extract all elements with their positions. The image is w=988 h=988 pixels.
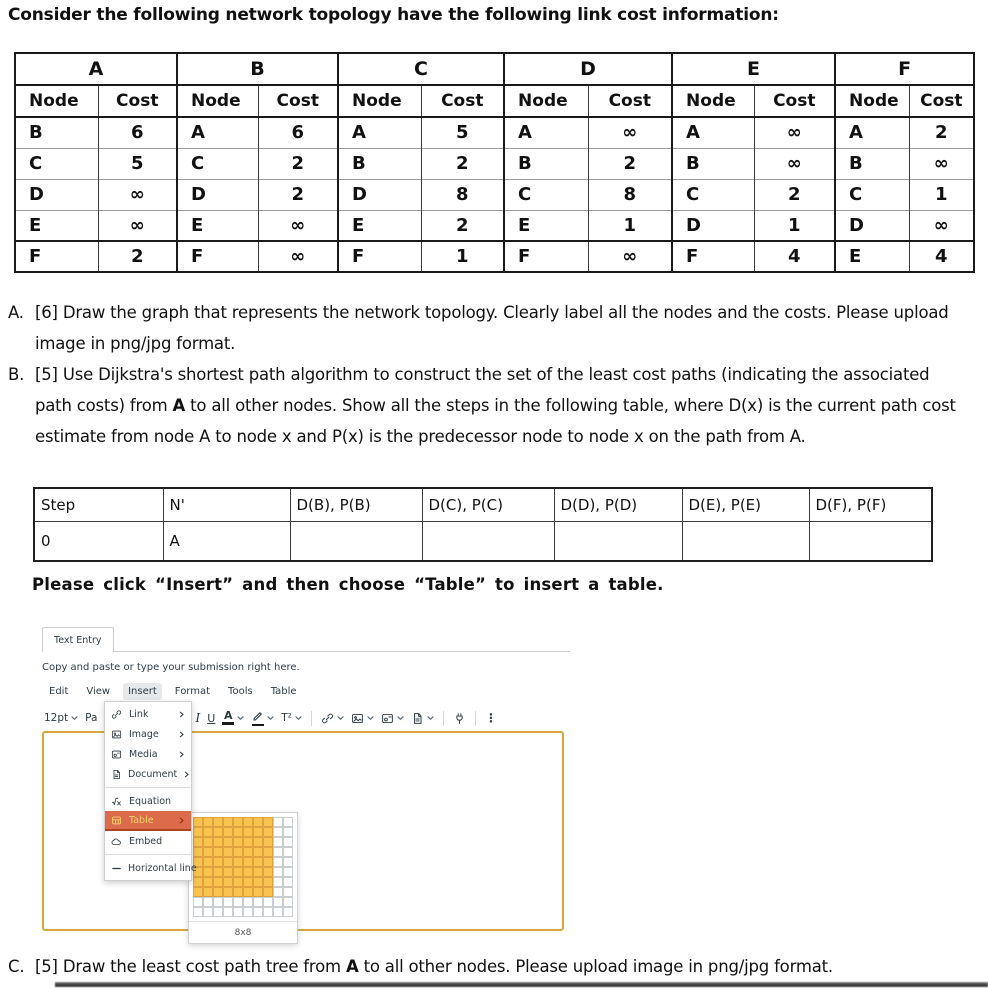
- dijkstra-cell: A: [163, 521, 290, 561]
- table-size-cell[interactable]: [273, 867, 283, 877]
- cost-table-row: [15, 148, 974, 179]
- chevron-down-icon: [427, 716, 434, 721]
- question-c-text: [8, 951, 986, 982]
- dijkstra-column-header: D(F), P(F): [809, 488, 932, 521]
- cost-cell: 2: [258, 179, 338, 210]
- toolbar-divider: [311, 711, 312, 726]
- italic-button[interactable]: I: [195, 711, 201, 725]
- node-cell: F: [177, 241, 258, 272]
- node-cell: B: [15, 117, 98, 148]
- node-cell: B: [338, 148, 421, 179]
- media-icon: [111, 749, 123, 760]
- question-b-label: B.: [8, 365, 25, 384]
- cost-cell: 5: [98, 148, 177, 179]
- chevron-down-icon: [237, 716, 244, 721]
- question-b-text: [8, 359, 964, 452]
- table-size-cell[interactable]: [223, 847, 233, 857]
- font-size-value: 12pt: [44, 712, 69, 724]
- table-size-cell[interactable]: [273, 897, 283, 907]
- equation-icon: [111, 796, 123, 807]
- table-size-cell[interactable]: [213, 907, 223, 917]
- cost-column-header: Cost: [258, 85, 338, 117]
- table-size-cell[interactable]: [243, 867, 253, 877]
- cost-column-header: Cost: [421, 85, 504, 117]
- node-column-header: Node: [177, 85, 258, 117]
- dijkstra-row: [34, 521, 932, 561]
- chevron-right-icon: [178, 817, 185, 824]
- menubar-edit[interactable]: Edit: [49, 685, 69, 697]
- table-size-cell[interactable]: [263, 837, 273, 847]
- table-size-cell[interactable]: [263, 817, 273, 827]
- node-cell: D: [835, 210, 909, 241]
- table-size-cell[interactable]: [253, 857, 263, 867]
- cost-table-row: [15, 117, 974, 148]
- table-size-cell[interactable]: [243, 837, 253, 847]
- menu-separator: [105, 787, 191, 788]
- table-size-cell[interactable]: [233, 867, 243, 877]
- editor-helper-text: Copy and paste or type your submission right here.: [42, 662, 300, 673]
- table-size-cell[interactable]: [203, 887, 213, 897]
- table-size-cell[interactable]: [273, 827, 283, 837]
- cost-cell: ∞: [258, 210, 338, 241]
- cost-cell: 8: [588, 179, 672, 210]
- section-header-c: C: [338, 53, 504, 85]
- table-size-cell[interactable]: [203, 867, 213, 877]
- table-size-grid: [189, 813, 297, 921]
- menubar-view[interactable]: View: [86, 685, 111, 697]
- table-size-cell[interactable]: [273, 857, 283, 867]
- table-size-cell[interactable]: [193, 847, 203, 857]
- insert-menu-item-horizontal-line[interactable]: [105, 858, 197, 878]
- cost-cell: ∞: [909, 148, 974, 179]
- node-cell: E: [835, 241, 909, 272]
- table-size-cell[interactable]: [253, 817, 263, 827]
- menu-item-label: Equation: [129, 795, 172, 807]
- table-size-cell[interactable]: [263, 827, 273, 837]
- media-icon: [381, 712, 394, 725]
- question-c-label: C.: [8, 957, 25, 976]
- table-size-label: 8x8: [189, 921, 297, 943]
- table-size-cell[interactable]: [283, 837, 293, 847]
- cost-cell: 2: [588, 148, 672, 179]
- menubar-format[interactable]: Format: [174, 685, 211, 697]
- node-cell: E: [338, 210, 421, 241]
- insert-table-instruction: Please click “Insert” and then choose “Table” to insert a table.: [32, 575, 664, 594]
- node-cell: F: [15, 241, 98, 272]
- dijkstra-column-header: D(B), P(B): [290, 488, 422, 521]
- table-icon: [111, 815, 123, 826]
- node-column-header: Node: [504, 85, 588, 117]
- table-size-cell[interactable]: [203, 877, 213, 887]
- section-header-e: E: [672, 53, 835, 85]
- question-a: [8, 297, 964, 359]
- question-c: [8, 951, 986, 982]
- chevron-right-icon: [183, 771, 190, 778]
- table-size-cell[interactable]: [273, 837, 283, 847]
- table-size-cell[interactable]: [243, 907, 253, 917]
- section-header-a: A: [15, 53, 177, 85]
- table-size-cell[interactable]: [283, 857, 293, 867]
- cost-table-row: [15, 241, 974, 272]
- menu-separator: [105, 854, 191, 855]
- node-cell: C: [504, 179, 588, 210]
- chevron-down-icon: [71, 716, 78, 721]
- embed-icon: [111, 836, 123, 847]
- chevron-down-icon: [295, 716, 302, 721]
- plug-icon: [453, 712, 466, 725]
- cost-cell: ∞: [98, 210, 177, 241]
- cost-cell: 6: [98, 117, 177, 148]
- insert-menu-item-equation[interactable]: [105, 791, 191, 811]
- table-size-cell[interactable]: [213, 877, 223, 887]
- table-size-cell[interactable]: [253, 907, 263, 917]
- table-size-cell[interactable]: [273, 817, 283, 827]
- node-cell: C: [177, 148, 258, 179]
- cropped-next-line-artifact: [55, 982, 988, 987]
- table-size-cell[interactable]: [213, 817, 223, 827]
- node-column-header: Node: [835, 85, 909, 117]
- cost-cell: 2: [909, 117, 974, 148]
- table-size-cell[interactable]: [283, 847, 293, 857]
- dijkstra-cell: [809, 521, 932, 561]
- cost-cell: 4: [909, 241, 974, 272]
- table-size-cell[interactable]: [203, 907, 213, 917]
- cost-column-header: Cost: [909, 85, 974, 117]
- table-size-cell[interactable]: [243, 817, 253, 827]
- menu-item-label: Document: [128, 768, 178, 780]
- image-icon: [111, 729, 123, 740]
- insert-menu-item-embed[interactable]: [105, 831, 191, 851]
- paragraph-style-value: Pa: [85, 712, 98, 724]
- menu-item-label: Table: [129, 814, 154, 826]
- table-size-cell[interactable]: [243, 887, 253, 897]
- document-button[interactable]: [411, 712, 434, 725]
- text-entry-editor: [0, 620, 988, 960]
- menu-item-label: Embed: [129, 835, 163, 847]
- dijkstra-column-header: D(E), P(E): [682, 488, 809, 521]
- chevron-down-icon: [267, 716, 274, 721]
- more-options-button[interactable]: ⋮: [484, 711, 497, 725]
- table-size-cell[interactable]: [233, 837, 243, 847]
- toolbar-divider: [443, 711, 444, 726]
- insert-menu-item-media[interactable]: [105, 744, 191, 764]
- question-b-node: A: [172, 396, 186, 415]
- cost-cell: 8: [421, 179, 504, 210]
- dijkstra-column-header: D(D), P(D): [554, 488, 682, 521]
- underline-button[interactable]: U: [207, 711, 216, 725]
- table-size-cell[interactable]: [243, 877, 253, 887]
- dijkstra-cell: 0: [34, 521, 163, 561]
- highlight-color-button[interactable]: [251, 710, 274, 727]
- question-c-post: to all other nodes. Please upload image in png/jpg format.: [358, 957, 833, 976]
- table-size-cell[interactable]: [223, 877, 233, 887]
- chevron-right-icon: [178, 711, 185, 718]
- cost-cell: 2: [421, 210, 504, 241]
- menubar-insert[interactable]: Insert: [123, 683, 162, 700]
- question-a-label: A.: [8, 303, 24, 322]
- cost-cell: 2: [421, 148, 504, 179]
- superscript-button[interactable]: [281, 712, 302, 724]
- table-size-cell[interactable]: [253, 897, 263, 907]
- table-size-cell[interactable]: [203, 837, 213, 847]
- node-cell: D: [177, 179, 258, 210]
- cost-cell: 2: [98, 241, 177, 272]
- table-size-cell[interactable]: [273, 907, 283, 917]
- node-cell: E: [177, 210, 258, 241]
- node-cell: C: [672, 179, 754, 210]
- apps-button[interactable]: [453, 712, 466, 725]
- cost-cell: ∞: [909, 210, 974, 241]
- table-size-cell[interactable]: [203, 857, 213, 867]
- tab-text-entry[interactable]: Text Entry: [42, 627, 114, 652]
- dijkstra-cell: [422, 521, 554, 561]
- table-size-cell[interactable]: [203, 817, 213, 827]
- node-cell: E: [15, 210, 98, 241]
- dijkstra-cell: [290, 521, 422, 561]
- table-size-cell[interactable]: [203, 827, 213, 837]
- node-column-header: Node: [672, 85, 754, 117]
- node-cell: B: [672, 148, 754, 179]
- chevron-down-icon: [397, 716, 404, 721]
- chevron-right-icon: [178, 751, 185, 758]
- cost-cell: 2: [258, 148, 338, 179]
- chevron-down-icon: [337, 716, 344, 721]
- table-size-cell[interactable]: [213, 887, 223, 897]
- table-size-cell[interactable]: [253, 887, 263, 897]
- table-size-cell[interactable]: [273, 877, 283, 887]
- table-size-cell[interactable]: [223, 817, 233, 827]
- node-cell: F: [672, 241, 754, 272]
- node-cell: F: [504, 241, 588, 272]
- table-size-cell[interactable]: [253, 867, 263, 877]
- table-size-cell[interactable]: [233, 827, 243, 837]
- editor-menubar: [44, 681, 302, 701]
- paragraph-style-select[interactable]: [85, 712, 97, 724]
- menu-item-label: Link: [129, 708, 149, 720]
- menu-item-label: Media: [129, 748, 158, 760]
- table-size-cell[interactable]: [213, 847, 223, 857]
- page-title: Consider the following network topology have the following link cost information:: [8, 5, 779, 25]
- cost-column-header: Cost: [98, 85, 177, 117]
- insert-dropdown-menu: [104, 701, 197, 881]
- dijkstra-cell: [554, 521, 682, 561]
- toolbar-divider: [475, 711, 476, 726]
- insert-menu-item-table[interactable]: [105, 811, 191, 831]
- table-size-picker: [188, 812, 298, 944]
- dijkstra-cell: [682, 521, 809, 561]
- cost-cell: 1: [754, 210, 835, 241]
- table-size-cell[interactable]: [193, 877, 203, 887]
- cost-cell: ∞: [754, 148, 835, 179]
- table-size-cell[interactable]: [223, 887, 233, 897]
- node-cell: A: [177, 117, 258, 148]
- tab-divider-line: [42, 651, 570, 652]
- node-cell: E: [504, 210, 588, 241]
- table-size-cell[interactable]: [283, 897, 293, 907]
- table-size-cell[interactable]: [203, 847, 213, 857]
- table-size-cell[interactable]: [243, 847, 253, 857]
- cost-cell: 1: [421, 241, 504, 272]
- table-size-cell[interactable]: [283, 887, 293, 897]
- node-cell: A: [338, 117, 421, 148]
- cost-cell: 5: [421, 117, 504, 148]
- media-button[interactable]: [381, 712, 404, 725]
- node-cell: F: [338, 241, 421, 272]
- table-size-cell[interactable]: [223, 857, 233, 867]
- chevron-right-icon: [178, 731, 185, 738]
- chevron-down-icon: [367, 716, 374, 721]
- cost-table-subheader-row: [15, 85, 974, 117]
- table-size-cell[interactable]: [193, 837, 203, 847]
- table-size-cell[interactable]: [233, 887, 243, 897]
- table-size-cell[interactable]: [243, 857, 253, 867]
- node-column-header: Node: [338, 85, 421, 117]
- menu-item-label: Image: [129, 728, 159, 740]
- table-size-cell[interactable]: [283, 867, 293, 877]
- cost-column-header: Cost: [754, 85, 835, 117]
- highlighter-icon: [251, 710, 264, 727]
- cost-column-header: Cost: [588, 85, 672, 117]
- section-header-f: F: [835, 53, 974, 85]
- table-size-cell[interactable]: [253, 827, 263, 837]
- question-c-pre: [5] Draw the least cost path tree from: [35, 957, 346, 976]
- link-icon: [321, 712, 334, 725]
- document-icon: [411, 712, 424, 725]
- node-cell: D: [672, 210, 754, 241]
- text-color-icon: A: [222, 711, 234, 725]
- table-size-cell[interactable]: [263, 897, 273, 907]
- table-size-cell[interactable]: [263, 867, 273, 877]
- link-button[interactable]: [321, 712, 344, 725]
- cost-cell: ∞: [588, 241, 672, 272]
- node-cell: A: [504, 117, 588, 148]
- superscript-icon: T²: [281, 712, 292, 724]
- cost-table-section-row: [15, 53, 974, 85]
- cost-table-row: [15, 210, 974, 241]
- node-cell: A: [835, 117, 909, 148]
- node-cell: D: [338, 179, 421, 210]
- table-size-cell[interactable]: [233, 877, 243, 887]
- cost-cell: 2: [754, 179, 835, 210]
- menu-item-label: Horizontal line: [128, 862, 197, 874]
- dijkstra-header-row: [34, 488, 932, 521]
- table-size-cell[interactable]: [253, 877, 263, 887]
- section-header-d: D: [504, 53, 672, 85]
- table-size-cell[interactable]: [273, 887, 283, 897]
- link-cost-table: [14, 52, 975, 273]
- question-a-text: [6] Draw the graph that represents the network topology. Clearly label all the nodes and the costs. Please upload image in png/jpg format.: [35, 303, 949, 353]
- table-size-cell[interactable]: [283, 827, 293, 837]
- node-cell: D: [15, 179, 98, 210]
- table-size-cell[interactable]: [283, 907, 293, 917]
- table-size-cell[interactable]: [223, 907, 233, 917]
- table-size-cell[interactable]: [193, 827, 203, 837]
- table-size-cell[interactable]: [223, 867, 233, 877]
- section-header-b: B: [177, 53, 338, 85]
- table-size-cell[interactable]: [213, 867, 223, 877]
- question-c-node: A: [345, 957, 359, 976]
- table-size-cell[interactable]: [213, 837, 223, 847]
- font-size-select[interactable]: [44, 712, 78, 724]
- table-size-cell[interactable]: [223, 837, 233, 847]
- table-size-cell[interactable]: [203, 897, 213, 907]
- table-size-cell[interactable]: [213, 827, 223, 837]
- table-size-cell[interactable]: [233, 847, 243, 857]
- node-cell: B: [835, 148, 909, 179]
- insert-menu-item-document[interactable]: [105, 764, 191, 784]
- cost-cell: ∞: [98, 179, 177, 210]
- menubar-table[interactable]: Table: [270, 685, 297, 697]
- table-size-cell[interactable]: [223, 827, 233, 837]
- cost-cell: ∞: [588, 117, 672, 148]
- table-size-cell[interactable]: [233, 907, 243, 917]
- table-size-cell[interactable]: [193, 907, 203, 917]
- cost-cell: 6: [258, 117, 338, 148]
- cost-cell: ∞: [258, 241, 338, 272]
- table-size-cell[interactable]: [263, 877, 273, 887]
- image-icon: [351, 712, 364, 725]
- text-color-button[interactable]: [222, 711, 244, 725]
- table-size-cell[interactable]: [273, 847, 283, 857]
- node-cell: B: [504, 148, 588, 179]
- cost-cell: ∞: [754, 117, 835, 148]
- table-size-cell[interactable]: [243, 897, 253, 907]
- table-size-cell[interactable]: [263, 907, 273, 917]
- table-size-cell[interactable]: [233, 817, 243, 827]
- question-b-post: to all other nodes. Show all the steps in the following table, where D(x) is the current path cost estimate from node A to node x and P(x) is the predecessor node to node x on the path from A.: [35, 396, 956, 446]
- link-icon: [111, 709, 123, 720]
- menubar-tools[interactable]: Tools: [228, 685, 253, 697]
- horizontal-line-icon: [111, 863, 122, 874]
- question-b-pre: [5] Use Dijkstra's shortest path algorithm to construct the set of the least cost paths (indicating the associated path costs) from: [35, 365, 930, 415]
- node-cell: C: [15, 148, 98, 179]
- table-size-cell[interactable]: [233, 857, 243, 867]
- node-column-header: Node: [15, 85, 98, 117]
- insert-menu-item-link[interactable]: [105, 704, 191, 724]
- table-size-cell[interactable]: [213, 897, 223, 907]
- table-size-cell[interactable]: [193, 817, 203, 827]
- table-size-cell[interactable]: [283, 877, 293, 887]
- table-size-cell[interactable]: [233, 897, 243, 907]
- dijkstra-column-header: Step: [34, 488, 163, 521]
- dijkstra-column-header: N': [163, 488, 290, 521]
- cost-table-row: [15, 179, 974, 210]
- dijkstra-column-header: D(C), P(C): [422, 488, 554, 521]
- table-size-cell[interactable]: [193, 887, 203, 897]
- table-size-cell[interactable]: [263, 887, 273, 897]
- document-icon: [111, 769, 122, 780]
- question-b: [8, 359, 964, 452]
- cost-cell: 4: [754, 241, 835, 272]
- image-button[interactable]: [351, 712, 374, 725]
- node-cell: A: [672, 117, 754, 148]
- table-size-cell[interactable]: [263, 847, 273, 857]
- table-size-cell[interactable]: [253, 847, 263, 857]
- table-size-cell[interactable]: [243, 827, 253, 837]
- table-size-cell[interactable]: [263, 857, 273, 867]
- table-size-cell[interactable]: [213, 857, 223, 867]
- cost-cell: 1: [909, 179, 974, 210]
- insert-menu-item-image[interactable]: [105, 724, 191, 744]
- table-size-cell[interactable]: [283, 817, 293, 827]
- table-size-cell[interactable]: [193, 897, 203, 907]
- table-size-cell[interactable]: [253, 837, 263, 847]
- node-cell: C: [835, 179, 909, 210]
- cost-cell: 1: [588, 210, 672, 241]
- dijkstra-steps-table: [33, 487, 933, 562]
- table-size-cell[interactable]: [223, 897, 233, 907]
